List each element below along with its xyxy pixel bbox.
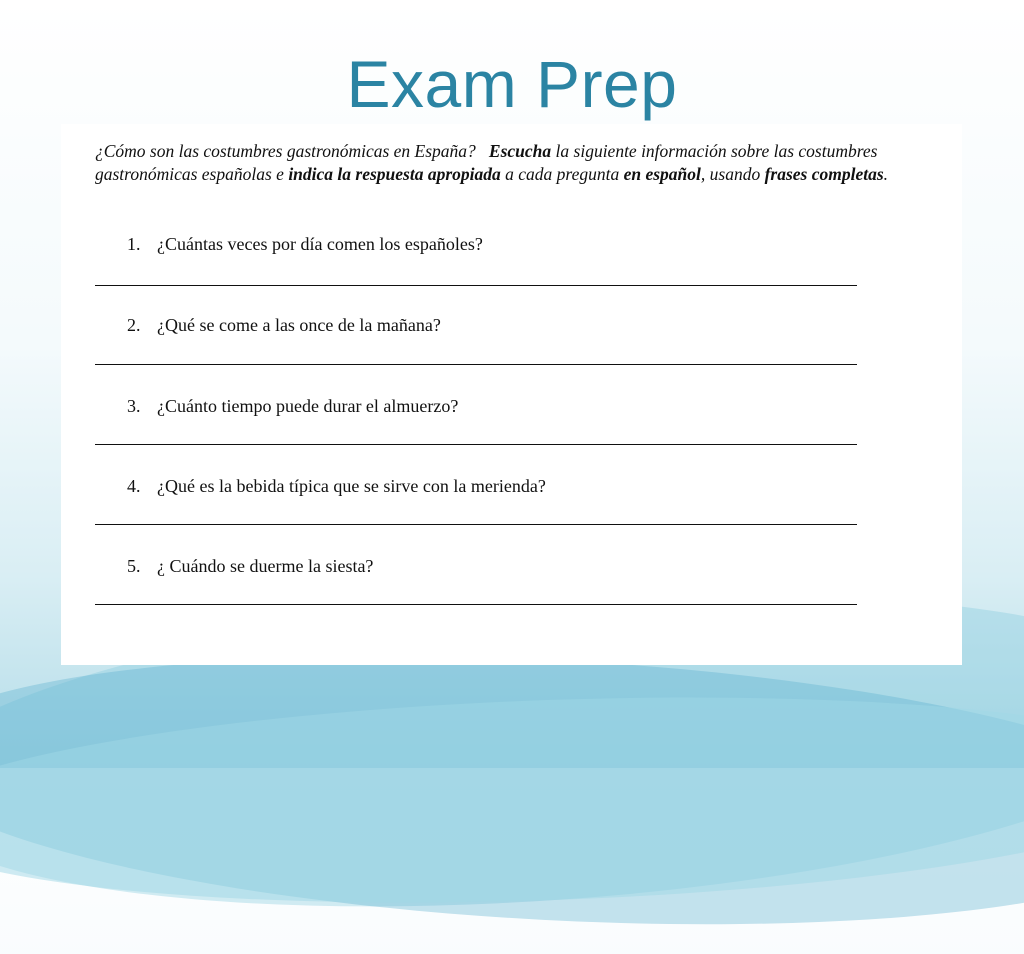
question-number: 3.	[127, 396, 141, 416]
question-number: 1.	[127, 234, 141, 254]
slide-title: Exam Prep	[346, 47, 678, 121]
answer-line	[95, 604, 857, 605]
answer-line	[95, 444, 857, 445]
question-text: ¿Qué es la bebida típica que se sirve con la merienda?	[157, 476, 546, 496]
answer-line	[95, 285, 857, 286]
instructions-question: ¿Cómo son las costumbres gastronómicas en España?	[95, 141, 476, 161]
instructions-text: a cada pregunta	[500, 164, 624, 184]
instructions-text: .	[883, 164, 889, 184]
instructions-bold: frases completas	[764, 164, 884, 184]
worksheet-image	[61, 124, 962, 665]
instructions-bold: Escucha	[488, 141, 552, 161]
question-number: 4.	[127, 476, 141, 496]
question-text: ¿Cuántas veces por día comen los españoles?	[157, 234, 483, 254]
question-number: 5.	[127, 556, 141, 576]
question-item	[127, 396, 458, 417]
question-number: 2.	[127, 315, 141, 335]
instructions-bold: en español	[623, 164, 701, 184]
question-text: ¿Qué se come a las once de la mañana?	[157, 315, 441, 335]
answer-line	[95, 364, 857, 365]
question-item	[127, 234, 483, 255]
instructions-text: la siguiente información sobre las costumbres gastronómicas españolas e	[95, 141, 878, 184]
question-item	[127, 315, 441, 336]
instructions-text: , usando	[700, 164, 765, 184]
answer-line	[95, 524, 857, 525]
question-text: ¿ Cuándo se duerme la siesta?	[157, 556, 374, 576]
question-item	[127, 476, 546, 497]
instructions-bold: indica la respuesta apropiada	[288, 164, 501, 184]
question-item	[127, 556, 373, 577]
worksheet-instructions	[95, 140, 925, 186]
question-text: ¿Cuánto tiempo puede durar el almuerzo?	[157, 396, 459, 416]
